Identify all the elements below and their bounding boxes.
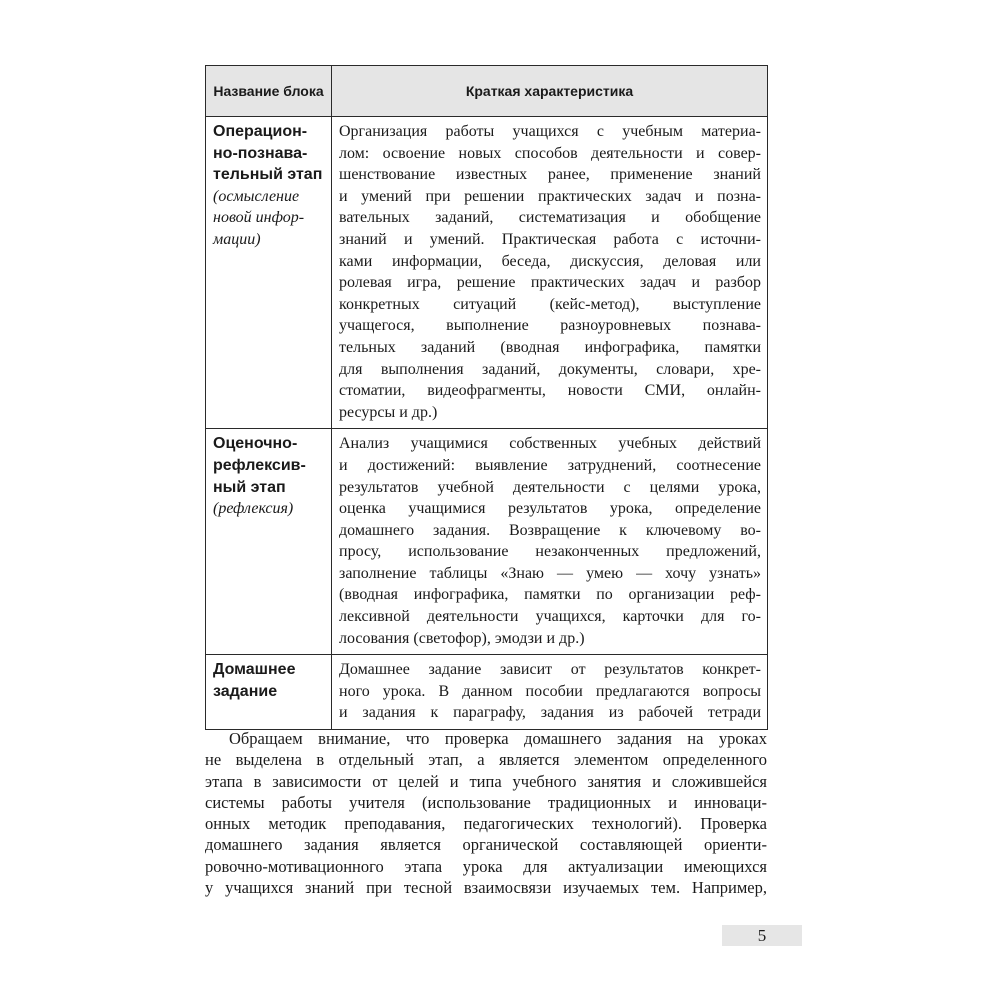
description-line: Домашнее задание зависит от результатов конкрет-: [339, 661, 761, 679]
block-subtitle-line: (рефлексия): [213, 500, 294, 518]
block-name-line: задание: [213, 682, 278, 700]
description-line: Организация работы учащихся с учебным материа-: [339, 123, 761, 140]
description-line: учащегося, выполнение разноуровневых познава-: [339, 317, 761, 335]
block-subtitle: [213, 186, 325, 251]
block-name-line: но-познава-: [213, 144, 308, 162]
description-line: лексивной деятельности учащихся, карточки для го-: [339, 608, 761, 626]
block-name-line: ный этап: [213, 478, 286, 496]
description-line: конкретных ситуаций (кейс-метод), выступление: [339, 295, 761, 313]
description-line: знаний и умений. Практическая работа с источни-: [339, 230, 761, 248]
description-line: просу, использование незаконченных предложений,: [339, 543, 761, 561]
table-row: [206, 655, 768, 730]
description-line: и задания к параграфу, задания из рабочей тетради: [339, 704, 761, 722]
description-line: вательных заданий, систематизация и обобщение: [339, 209, 761, 227]
block-subtitle-line: (осмысление: [213, 187, 300, 205]
description-line: ками информации, беседа, дискуссия, деловая или: [339, 252, 761, 270]
description-line: и умений при решении практических задач и позна-: [339, 187, 761, 205]
block-description-cell: [332, 429, 768, 655]
table-header-row: [206, 66, 768, 117]
description-line: Анализ учащимися собственных учебных действий: [339, 435, 761, 453]
description-line: стоматии, видеофрагменты, новости СМИ, онлайн-: [339, 382, 761, 400]
table-row: [206, 117, 768, 429]
body-paragraph: [205, 728, 767, 898]
block-subtitle-line: новой инфор-: [213, 209, 305, 227]
block-name-line: тельный этап: [213, 166, 323, 184]
description-line: домашнего задания. Возвращение к ключевому во-: [339, 521, 761, 539]
lesson-blocks-table: [205, 65, 768, 730]
paragraph-line: не выделена в отдельный этап, а является элементом определенного: [205, 750, 767, 770]
block-name-cell: [206, 117, 332, 429]
paragraph-line: Обращаем внимание, что проверка домашнего задания на уроках: [229, 729, 767, 748]
block-name-line: Операцион-: [213, 123, 308, 140]
block-description-cell: [332, 117, 768, 429]
block-name-line: рефлексив-: [213, 456, 306, 474]
description-line: результатов учебной деятельности с целями урока,: [339, 478, 761, 496]
description-line: шенствование известных ранее, применение знаний: [339, 166, 761, 184]
block-name-line: Домашнее: [213, 661, 296, 679]
block-name: [213, 659, 325, 702]
description-line: (вводная инфографика, памятки по организации реф-: [339, 586, 761, 604]
description-line: лосования (светофор), эмодзи и др.): [339, 629, 585, 647]
block-subtitle-line: мации): [213, 230, 261, 248]
block-name-cell: [206, 655, 332, 730]
description-line: оценка учащимися результатов урока, определение: [339, 500, 761, 518]
block-name: [213, 433, 325, 498]
page-number-box: [722, 925, 802, 946]
description-line: ролевая игра, решение практических задач и разбор: [339, 274, 761, 292]
paragraph-line: ровочно-мотивационного этапа урока для актуализации имеющихся: [205, 856, 767, 876]
paragraph-line: этапа в зависимости от целей и типа учебного занятия и сложившейся: [205, 771, 767, 791]
page-number: 5: [757, 926, 767, 945]
paragraph-line: у учащихся знаний при тесной взаимосвязи изучаемых тем. Например,: [205, 878, 767, 898]
block-description-cell: [332, 655, 768, 730]
paragraph-line: домашнего задания является органической составляющей ориенти-: [205, 835, 767, 855]
description-line: ресурсы и др.): [339, 403, 438, 421]
paragraph-line: системы работы учителя (использование традиционных и инноваци-: [205, 792, 767, 812]
description-line: заполнение таблицы «Знаю — умею — хочу узнать»: [339, 564, 761, 582]
description-line: ного урока. В данном пособии предлагаются вопросы: [339, 682, 761, 700]
description-line: и достижений: выявление затруднений, соотнесение: [339, 456, 761, 474]
description-line: для выполнения заданий, документы, словари, хре-: [339, 360, 761, 378]
block-name: [213, 121, 325, 186]
description-line: лом: освоение новых способов деятельности и совер-: [339, 144, 761, 162]
block-name-cell: [206, 429, 332, 655]
header-block-name: Название блока: [206, 66, 332, 117]
block-subtitle: [213, 498, 325, 520]
description-line: тельных заданий (вводная инфографика, памятки: [339, 338, 761, 356]
paragraph-line: онных методик преподавания, педагогических технологий). Проверка: [205, 814, 767, 834]
block-name-line: Оценочно-: [213, 435, 298, 453]
table-row: [206, 429, 768, 655]
header-short-description: Краткая характеристика: [332, 66, 768, 117]
